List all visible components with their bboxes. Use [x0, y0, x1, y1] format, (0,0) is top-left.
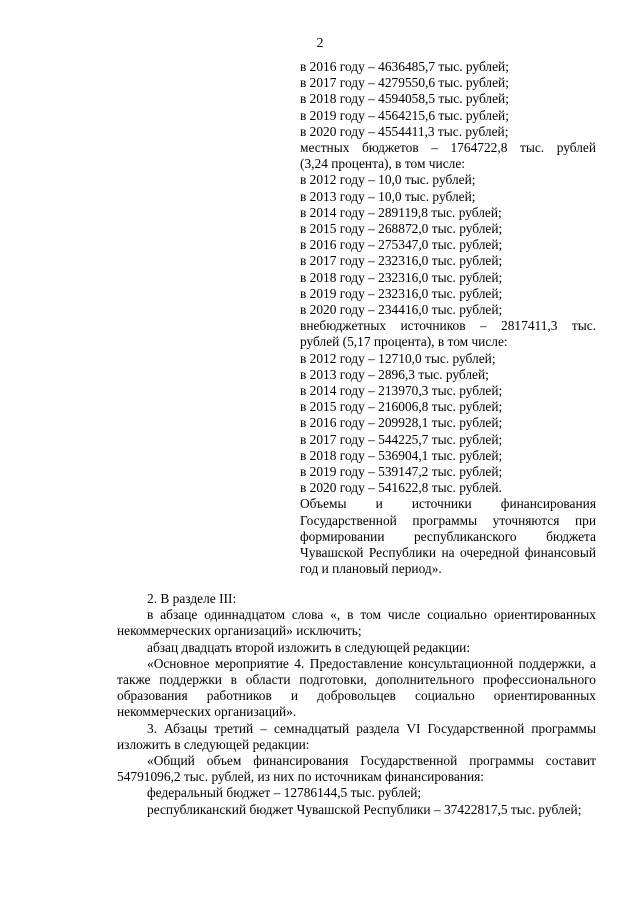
local-year-2013: в 2013 году – 10,0 тыс. рублей; [300, 188, 476, 204]
funding-column [300, 59, 596, 578]
closing-paragraph: Объемы и источники финансирования Государственной программы уточняются при формировании республиканского бюджета Чувашской Республики на очередной финансовый год и плановый период». [300, 496, 596, 577]
page-number: 2 [316, 36, 324, 51]
republican-year-2016: в 2016 году – 4636485,7 тыс. рублей; [300, 59, 509, 74]
paragraph-federal-budget: федеральный бюджет – 12786144,5 тыс. рублей; [147, 785, 422, 801]
republican-year-2020: в 2020 году – 4554411,3 тыс. рублей; [300, 123, 509, 139]
republican-year-2019: в 2019 году – 4564215,6 тыс. рублей; [300, 107, 509, 123]
section-2-heading: 2. В разделе III: [147, 591, 237, 606]
republican-year-2017: в 2017 году – 4279550,6 тыс. рублей; [300, 75, 509, 91]
paragraph-22-intro: абзац двадцать второй изложить в следующей редакции: [147, 639, 471, 655]
section-3-heading: 3. Абзацы третий – семнадцатый раздела VI Государственной программы изложить в следующей редакции: [117, 720, 596, 752]
local-year-2012: в 2012 году – 10,0 тыс. рублей; [300, 172, 476, 188]
extra-year-2020: в 2020 году – 541622,8 тыс. рублей. [300, 480, 502, 496]
local-year-2017: в 2017 году – 232316,0 тыс. рублей; [300, 253, 503, 269]
extrabudgetary-line: внебюджетных источников – 2817411,3 тыс. [300, 318, 596, 334]
local-year-2019: в 2019 году – 232316,0 тыс. рублей; [300, 285, 503, 301]
paragraph-exclusion: в абзаце одиннадцатом слова «, в том числе социально ориентированных некоммерческих организаций» исключить; [117, 607, 596, 639]
extrabudgetary-share: рублей (5,17 процента), в том числе: [300, 334, 508, 350]
local-year-2016: в 2016 году – 275347,0 тыс. рублей; [300, 237, 503, 253]
paragraph-total-funding: «Общий объем финансирования Государственной программы составит 54791096,2 тыс. рублей, из них по источникам финансирования: [117, 753, 596, 785]
local-year-2018: в 2018 году – 232316,0 тыс. рублей; [300, 269, 503, 285]
local-budgets-line: местных бюджетов – 1764722,8 тыс. рублей [300, 140, 596, 156]
extra-year-2017: в 2017 году – 544225,7 тыс. рублей; [300, 431, 503, 447]
paragraph-republican-budget: республиканский бюджет Чувашской Республики – 37422817,5 тыс. рублей; [147, 801, 582, 817]
paragraph-main-event-4: «Основное мероприятие 4. Предоставление консультационной поддержки, а также поддержки в области подготовки, дополнительного профессионального образования работников и добровольцев социально ориентированных некоммерческих организаций». [117, 655, 596, 720]
extra-year-2013: в 2013 году – 2896,3 тыс. рублей; [300, 366, 489, 382]
local-year-2015: в 2015 году – 268872,0 тыс. рублей; [300, 221, 503, 237]
extra-year-2014: в 2014 году – 213970,3 тыс. рублей; [300, 383, 503, 399]
amendments-text [117, 591, 596, 818]
extra-year-2016: в 2016 году – 209928,1 тыс. рублей; [300, 415, 503, 431]
local-year-2014: в 2014 году – 289119,8 тыс. рублей; [300, 204, 502, 220]
local-budgets-share: (3,24 процента), в том числе: [300, 156, 465, 172]
republican-year-2018: в 2018 году – 4594058,5 тыс. рублей; [300, 91, 509, 107]
extra-year-2012: в 2012 году – 12710,0 тыс. рублей; [300, 350, 496, 366]
extra-year-2019: в 2019 году – 539147,2 тыс. рублей; [300, 464, 503, 480]
local-year-2020: в 2020 году – 234416,0 тыс. рублей; [300, 302, 503, 318]
extra-year-2018: в 2018 году – 536904,1 тыс. рублей; [300, 447, 503, 463]
extra-year-2015: в 2015 году – 216006,8 тыс. рублей; [300, 399, 503, 415]
